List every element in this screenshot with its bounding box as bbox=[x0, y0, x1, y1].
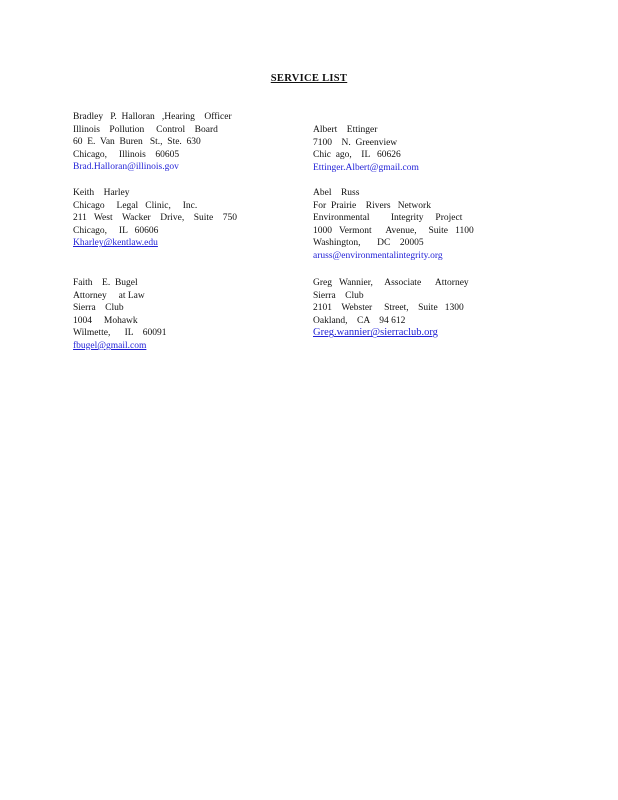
entry-project-line: Environmental Integrity Project bbox=[313, 213, 463, 224]
service-entry-harley bbox=[73, 187, 237, 250]
entry-org-line: Sierra Club bbox=[313, 290, 364, 301]
entry-address-line: 1000 Vermont Avenue, Suite 1100 bbox=[313, 225, 474, 236]
entry-address-line: 1004 Mohawk bbox=[73, 315, 138, 326]
entry-address-line: 2101 Webster Street, Suite 1300 bbox=[313, 303, 464, 314]
entry-org-line: Chicago Legal Clinic, Inc. bbox=[73, 200, 198, 211]
service-entry-bugel bbox=[73, 277, 166, 353]
entry-city-line: Washington, DC 20005 bbox=[313, 238, 424, 249]
entry-name-line: Keith Harley bbox=[73, 188, 130, 198]
entry-name-line: Albert Ettinger bbox=[313, 125, 378, 135]
entry-email-link[interactable]: Ettinger.Albert@gmail.com bbox=[313, 162, 419, 173]
entry-city-line: Chicago, IL 60606 bbox=[73, 225, 159, 236]
entry-title-line: Attorney at Law bbox=[73, 290, 145, 301]
service-entry-halloran bbox=[73, 111, 232, 174]
entry-name-line: Abel Russ bbox=[313, 188, 360, 198]
service-entry-wannier bbox=[313, 277, 469, 340]
entry-org-line: For Prairie Rivers Network bbox=[313, 200, 431, 211]
entry-city-line: Wilmette, IL 60091 bbox=[73, 328, 167, 339]
entry-name-line: Greg Wannier, Associate Attorney bbox=[313, 278, 469, 288]
entry-address-line: 211 West Wacker Drive, Suite 750 bbox=[73, 213, 237, 224]
entry-email-link[interactable]: Greg.wannier@sierraclub.org bbox=[313, 327, 438, 339]
entry-org-line: Illinois Pollution Control Board bbox=[73, 124, 218, 135]
entry-email-link[interactable]: aruss@environmentalintegrity.org bbox=[313, 250, 443, 261]
entry-email-link[interactable]: Brad.Halloran@illinois.gov bbox=[73, 162, 179, 173]
entry-org-line: Sierra Club bbox=[73, 303, 124, 314]
page-title: SERVICE LIST bbox=[270, 73, 348, 84]
entry-email-link[interactable]: fbugel@gmail.com bbox=[73, 340, 147, 351]
entry-city-line: Chicago, Illinois 60605 bbox=[73, 149, 180, 160]
service-entry-ettinger bbox=[313, 124, 419, 174]
entry-address-line: 7100 N. Greenview bbox=[313, 137, 398, 148]
entry-address-line: 60 E. Van Buren St., Ste. 630 bbox=[73, 137, 201, 148]
entry-email-link[interactable]: Kharley@kentlaw.edu bbox=[73, 238, 158, 249]
service-entry-russ bbox=[313, 187, 474, 263]
entry-name-line: Faith E. Bugel bbox=[73, 278, 138, 288]
entry-city-line: Chic ago, IL 60626 bbox=[313, 150, 401, 161]
entry-name-line: Bradley P. Halloran ,Hearing Officer bbox=[73, 112, 232, 122]
entry-city-line: Oakland, CA 94 612 bbox=[313, 315, 406, 326]
